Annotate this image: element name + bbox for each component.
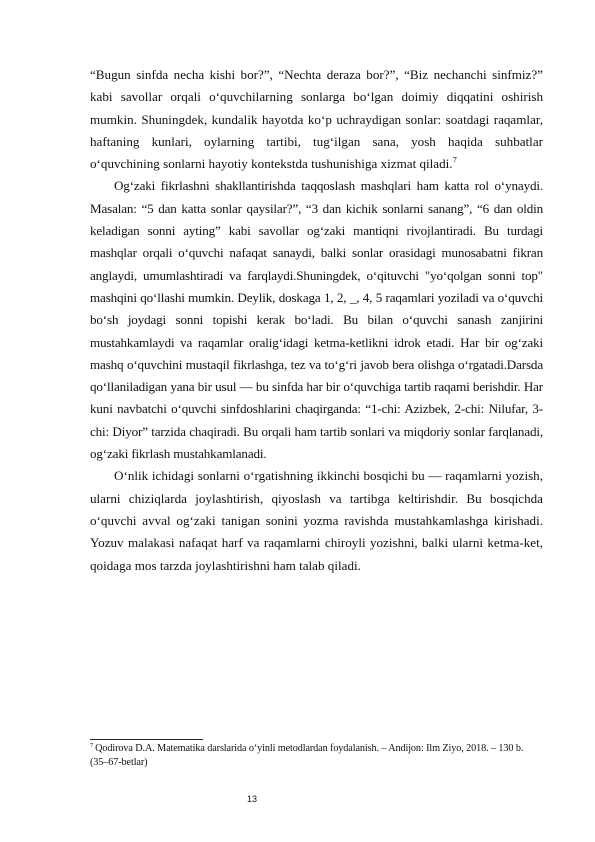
paragraph-2-text: Og‘zaki fikrlashni shakllantirishda taqqoslash mashqlari ham katta rol o‘ynaydi. Masalan: “5 dan katta sonlar qaysilar?”, “3 dan kichik sonlarni sanang”, “6 dan oldin keladigan sonni ayting” kabi savollar og‘zaki mantiqni rivojlantiradi. Bu turdagi mashqlar orqali o‘quvchi nafaqat sanaydi, balki sonlar orasidagi munosabatni fikran anglaydi, umumlashtiradi va farqlaydi.Shuningdek, o‘qituvchi "yo‘qolgan sonni top" mashqini qo‘llashi mumkin. Deylik, doskaga 1, 2, _, 4, 5 raqamlari yoziladi va o‘quvchi bo‘sh joydagi sonni topishi kerak bo‘ladi. Bu bilan o‘quvchi sanash zanjirini mustahkamlaydi va raqamlar oralig‘idagi ketma-ketlikni idrok etadi. Har bir og‘zaki mashq o‘quvchini mustaqil fikrlashga, tez va to‘g‘ri javob bera olishga o‘rgatadi.Darsda qo‘llaniladigan yana bir usul — bu sinfda har bir o‘quvchiga tartib raqami berishdir. Har kuni navbatchi o‘quvchi sinfdoshlarini chaqirganda: “1-chi: Azizbek, 2-chi: Nilufar, 3-chi: Diyor” tarzida chaqiradi. Bu orqali ham tartib sonlari va miqdoriy sonlar farqlanadi, og‘zaki fikrlash mustahkamlanadi.: [90, 178, 543, 462]
paragraph-2: [90, 175, 543, 465]
footnote-marker: 7: [90, 741, 94, 749]
paragraph-3-text: O‘nlik ichidagi sonlarni o‘rgatishning ikkinchi bosqichi bu — raqamlarni yozish, ularni chiziqlarda joylashtirish, qiyoslash va tartibga keltirishdir. Bu bosqichda o‘quvchi avval og‘zaki tanigan sonini yozma ravishda mustahkamlashga kirishadi. Yozuv malakasi nafaqat harf va raqamlarni chiroyli yozishni, balki ularni ketma-ket, qoidaga mos tarzda joylashtirishni ham talab qiladi.: [90, 468, 543, 573]
page-number: 13: [246, 794, 257, 804]
paragraph-3: [90, 465, 543, 576]
footnote-text: Qodirova D.A. Matematika darslarida o‘yinli metodlardan foydalanish. – Andijon: Ilm Ziyo, 2018. – 130 b. (35–67-betlar): [90, 743, 524, 768]
footnote: [90, 742, 540, 770]
footnote-separator: [90, 739, 203, 740]
paragraph-1-text: “Bugun sinfda necha kishi bor?”, “Nechta deraza bor?”, “Biz nechanchi sinfmiz?” kabi savollar orqali o‘quvchilarning sonlarga bo‘lgan doimiy diqqatini oshirish mumkin. Shuningdek, kundalik hayotda ko‘p uchraydigan sonlar: soatdagi raqamlar, haftaning kunlari, oylarning tartibi, tug‘ilgan sana, yosh haqida suhbatlar o‘quvchining sonlarni hayotiy kontekstda tushunishiga xizmat qiladi.: [90, 67, 543, 172]
paragraph-1: [90, 64, 543, 175]
footnote-reference: 7: [452, 154, 457, 165]
body-text: [90, 64, 543, 577]
